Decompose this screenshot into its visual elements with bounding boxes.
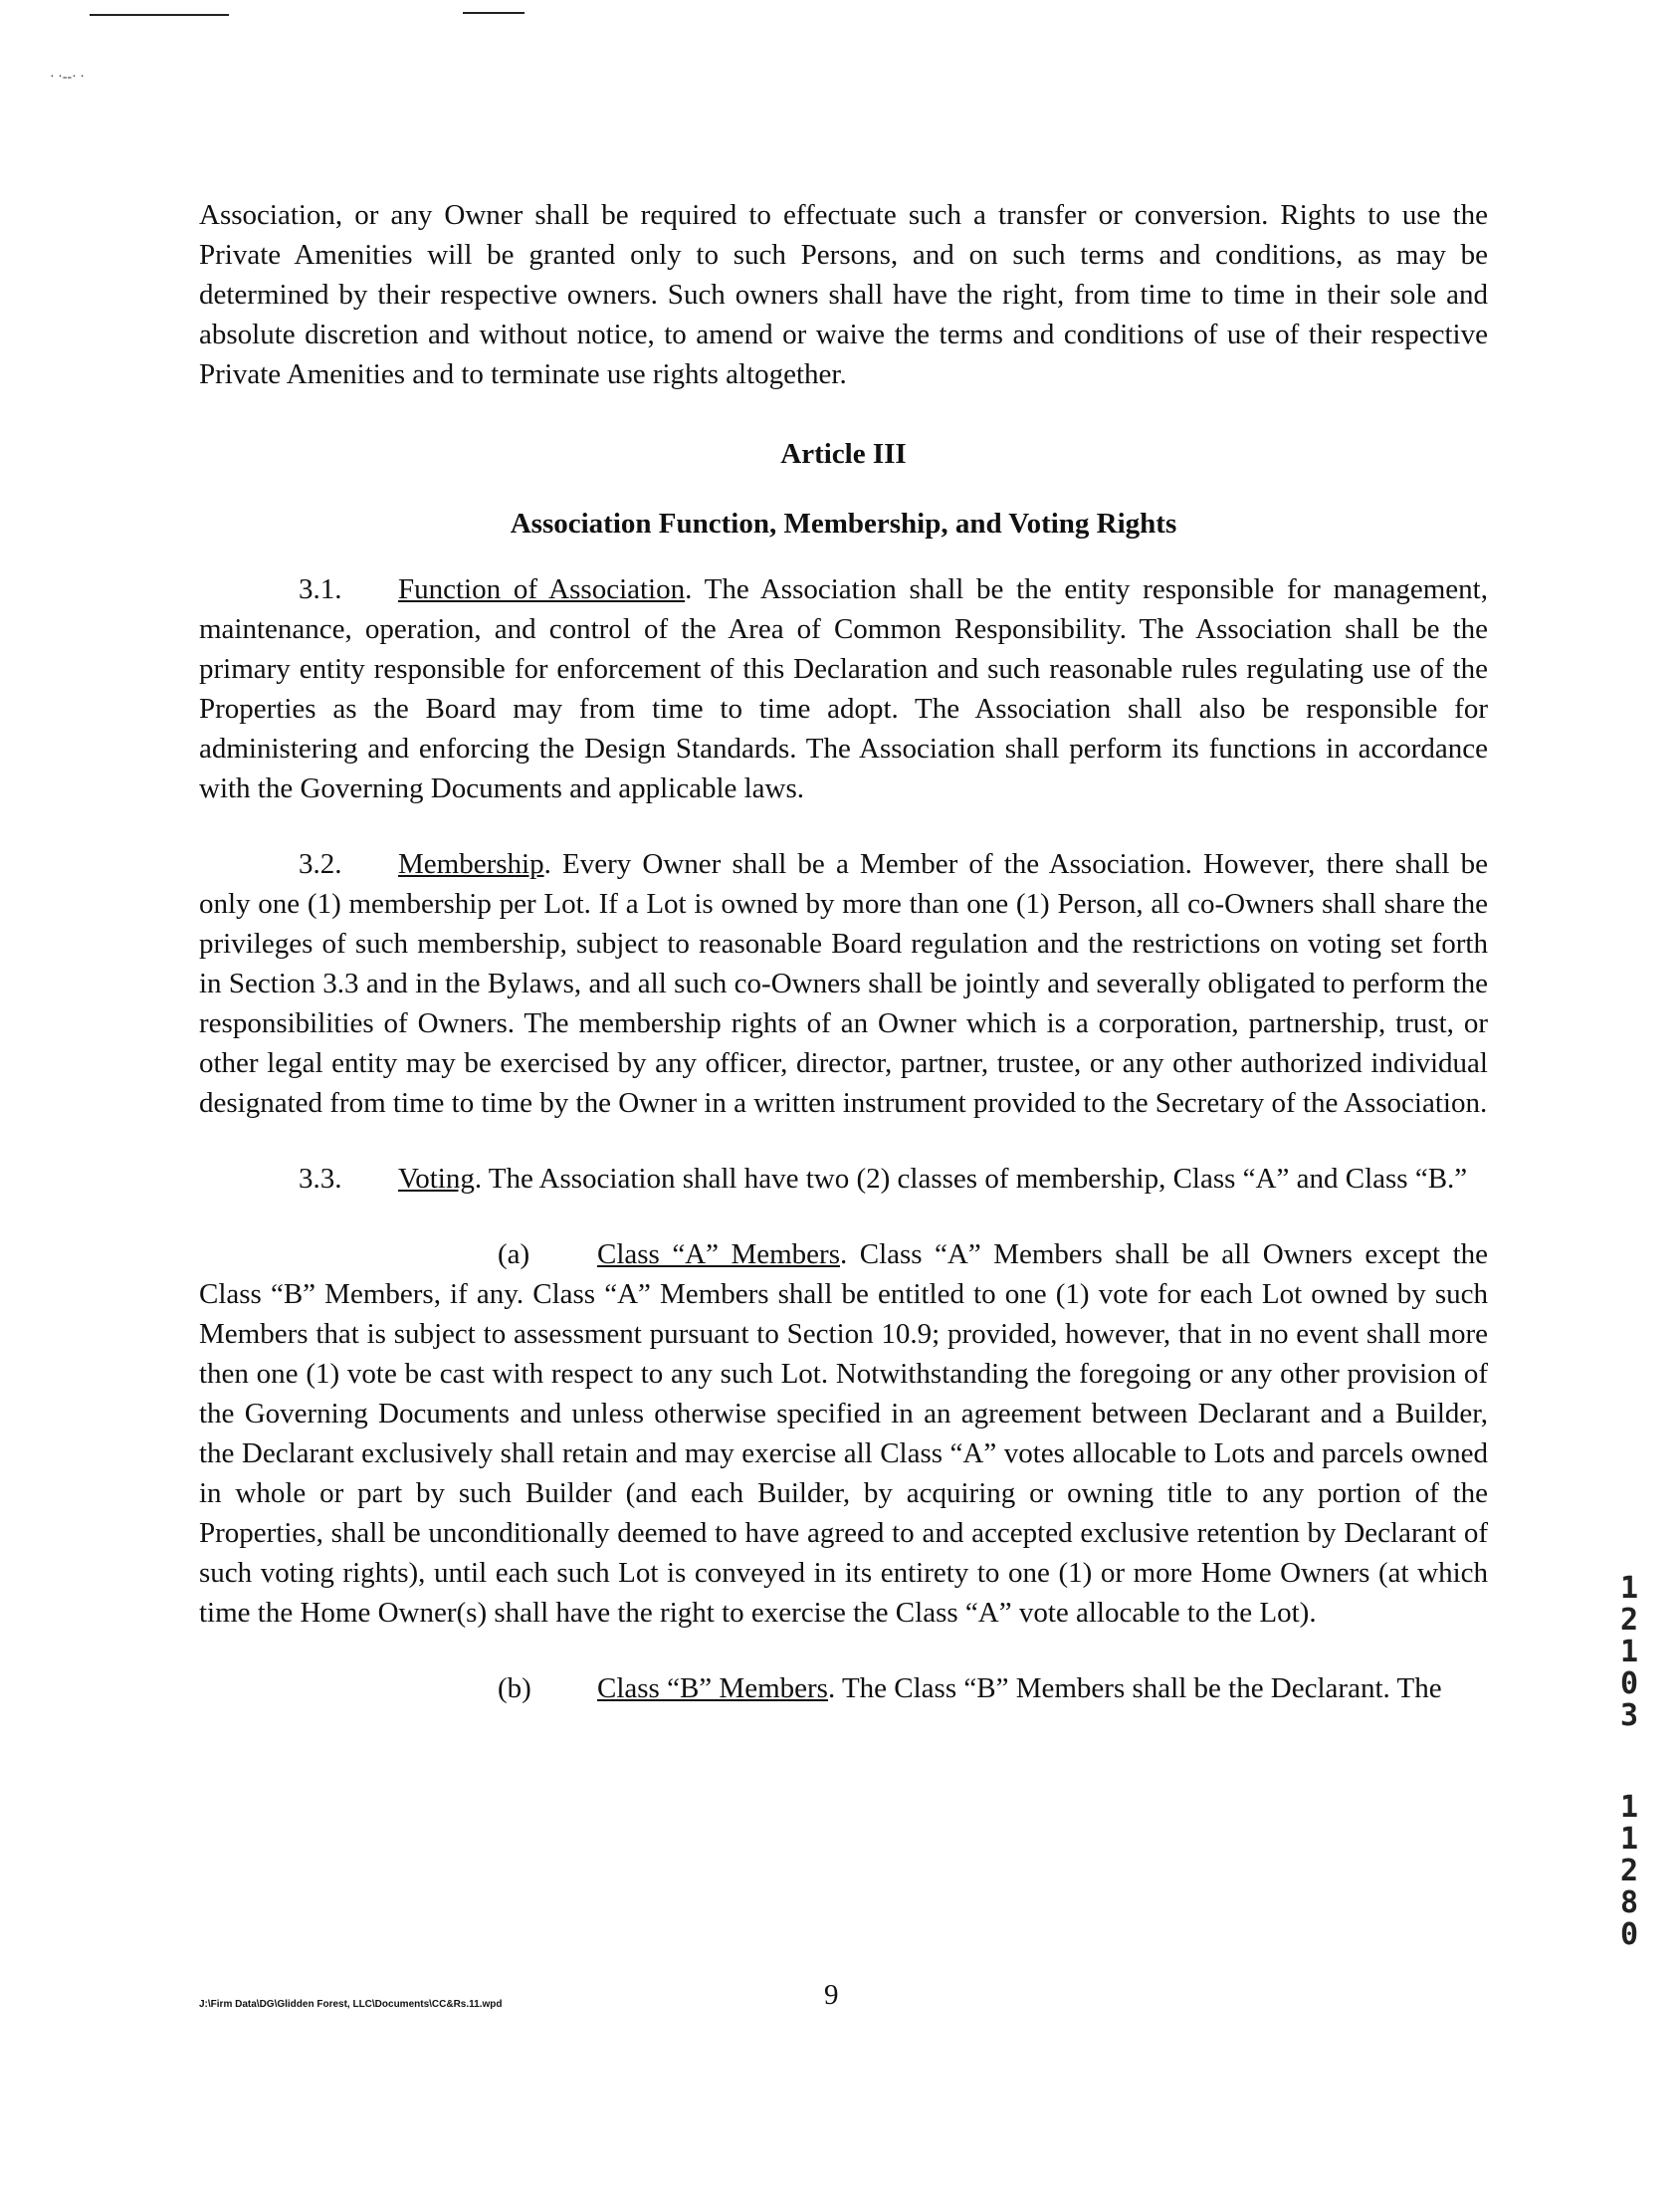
section-3-2 [199,844,1488,1123]
stamp-digit: 1 [1619,1635,1639,1669]
section-3-2-title: Membership [398,848,544,880]
document-page [199,195,1488,1708]
section-3-2-body: . Every Owner shall be a Member of the Association. However, there shall be only one (1) membership per Lot. If a Lot is owned by more than one (1) Person, all co-Owners shall share the privileges of such membership, subject to reasonable Board regulation and the restrictions on voting set forth in Section 3.3 and in the Bylaws, and all such co-Owners shall be jointly and severally obligated to perform the responsibilities of Owners. The membership rights of an Owner which is a corporation, partnership, trust, or other legal entity may be exercised by any officer, director, partner, trustee, or any other authorized individual designated from time to time by the Owner in a written instrument provided to the Secretary of the Association. [199,848,1488,1119]
section-3-3 [199,1159,1488,1199]
stamp-digit: 1 [1619,1822,1639,1857]
recording-stamp-lower [1612,1792,1646,1951]
stamp-digit: 2 [1619,1603,1639,1638]
section-3-3-number: 3.3. [299,1163,342,1195]
section-3-3-b-number: (b) [498,1672,531,1704]
stamp-digit: 3 [1619,1698,1639,1733]
stamp-digit: 2 [1619,1854,1639,1888]
section-3-3-a-number: (a) [498,1238,530,1270]
section-3-1 [199,569,1488,808]
page-number: 9 [824,1979,839,2011]
section-3-3-b-title: Class “B” Members [597,1672,828,1704]
scan-line-left [90,14,229,16]
recording-stamp-upper [1612,1573,1646,1732]
section-3-3-body: . The Association shall have two (2) classes of membership, Class “A” and Class “B.” [474,1163,1468,1195]
section-3-1-number: 3.1. [299,573,342,605]
section-3-1-body: . The Association shall be the entity responsible for management, maintenance, operation, and control of the Area of Common Responsibility. The Association shall be the primary entity responsible for enforcement of this Declaration and such reasonable rules regulating use of the Properties as the Board may from time to time adopt. The Association shall also be responsible for administering and enforcing the Design Standards. The Association shall perform its functions in accordance with the Governing Documents and applicable laws. [199,573,1488,804]
section-3-3-a-title: Class “A” Members [597,1238,841,1270]
section-3-3-a [199,1234,1488,1633]
article-title: Association Function, Membership, and Voting Rights [510,508,1177,540]
stamp-digit: 8 [1619,1885,1639,1920]
stamp-digit: 1 [1619,1571,1639,1606]
scan-line-right [463,12,525,14]
article-number: Article III [780,438,907,470]
stamp-digit: 0 [1619,1917,1639,1952]
section-3-3-a-body: . Class “A” Members shall be all Owners except the Class “B” Members, if any. Class “A” Members shall be entitled to one (1) vote for each Lot owned by such Members that is subject to assessment pursuant to Section 10.9; provided, however, that in no event shall more then one (1) vote be cast with respect to any such Lot. Notwithstanding the foregoing or any other provision of the Governing Documents and unless otherwise specified in an agreement between Declarant and a Builder, the Declarant exclusively shall retain and may exercise all Class “A” votes allocable to Lots and parcels owned in whole or part by such Builder (and each Builder, by acquiring or owning title to any portion of the Properties, shall be unconditionally deemed to have agreed to and accepted exclusive retention by Declarant of such voting rights), until each such Lot is conveyed in its entirety to one (1) or more Home Owners (at which time the Home Owner(s) shall have the right to exercise the Class “A” vote allocable to the Lot). [199,1238,1488,1629]
stamp-digit: 0 [1619,1666,1639,1701]
section-3-1-title: Function of Association [398,573,686,605]
section-3-2-number: 3.2. [299,848,342,880]
section-3-3-title: Voting [398,1163,475,1195]
file-path-footer: J:\Firm Data\DG\Glidden Forest, LLC\Documents\CC&Rs.11.wpd [199,1999,503,2010]
section-3-3-b-body: . The Class “B” Members shall be the Declarant. The [827,1672,1442,1704]
section-3-3-b [199,1668,1488,1708]
stamp-digit: 1 [1619,1790,1639,1825]
top-paragraph: Association, or any Owner shall be required to effectuate such a transfer or conversion. Rights to use the Private Amenities will be granted only to such Persons, and on such terms and conditions, as may be determined by their respective owners. Such owners shall have the right, from time to time in their sole and absolute discretion and without notice, to amend or waive the terms and conditions of use of their respective Private Amenities and to terminate use rights altogether. [199,199,1488,390]
scan-speck: · ·‑‑· · [50,70,85,85]
